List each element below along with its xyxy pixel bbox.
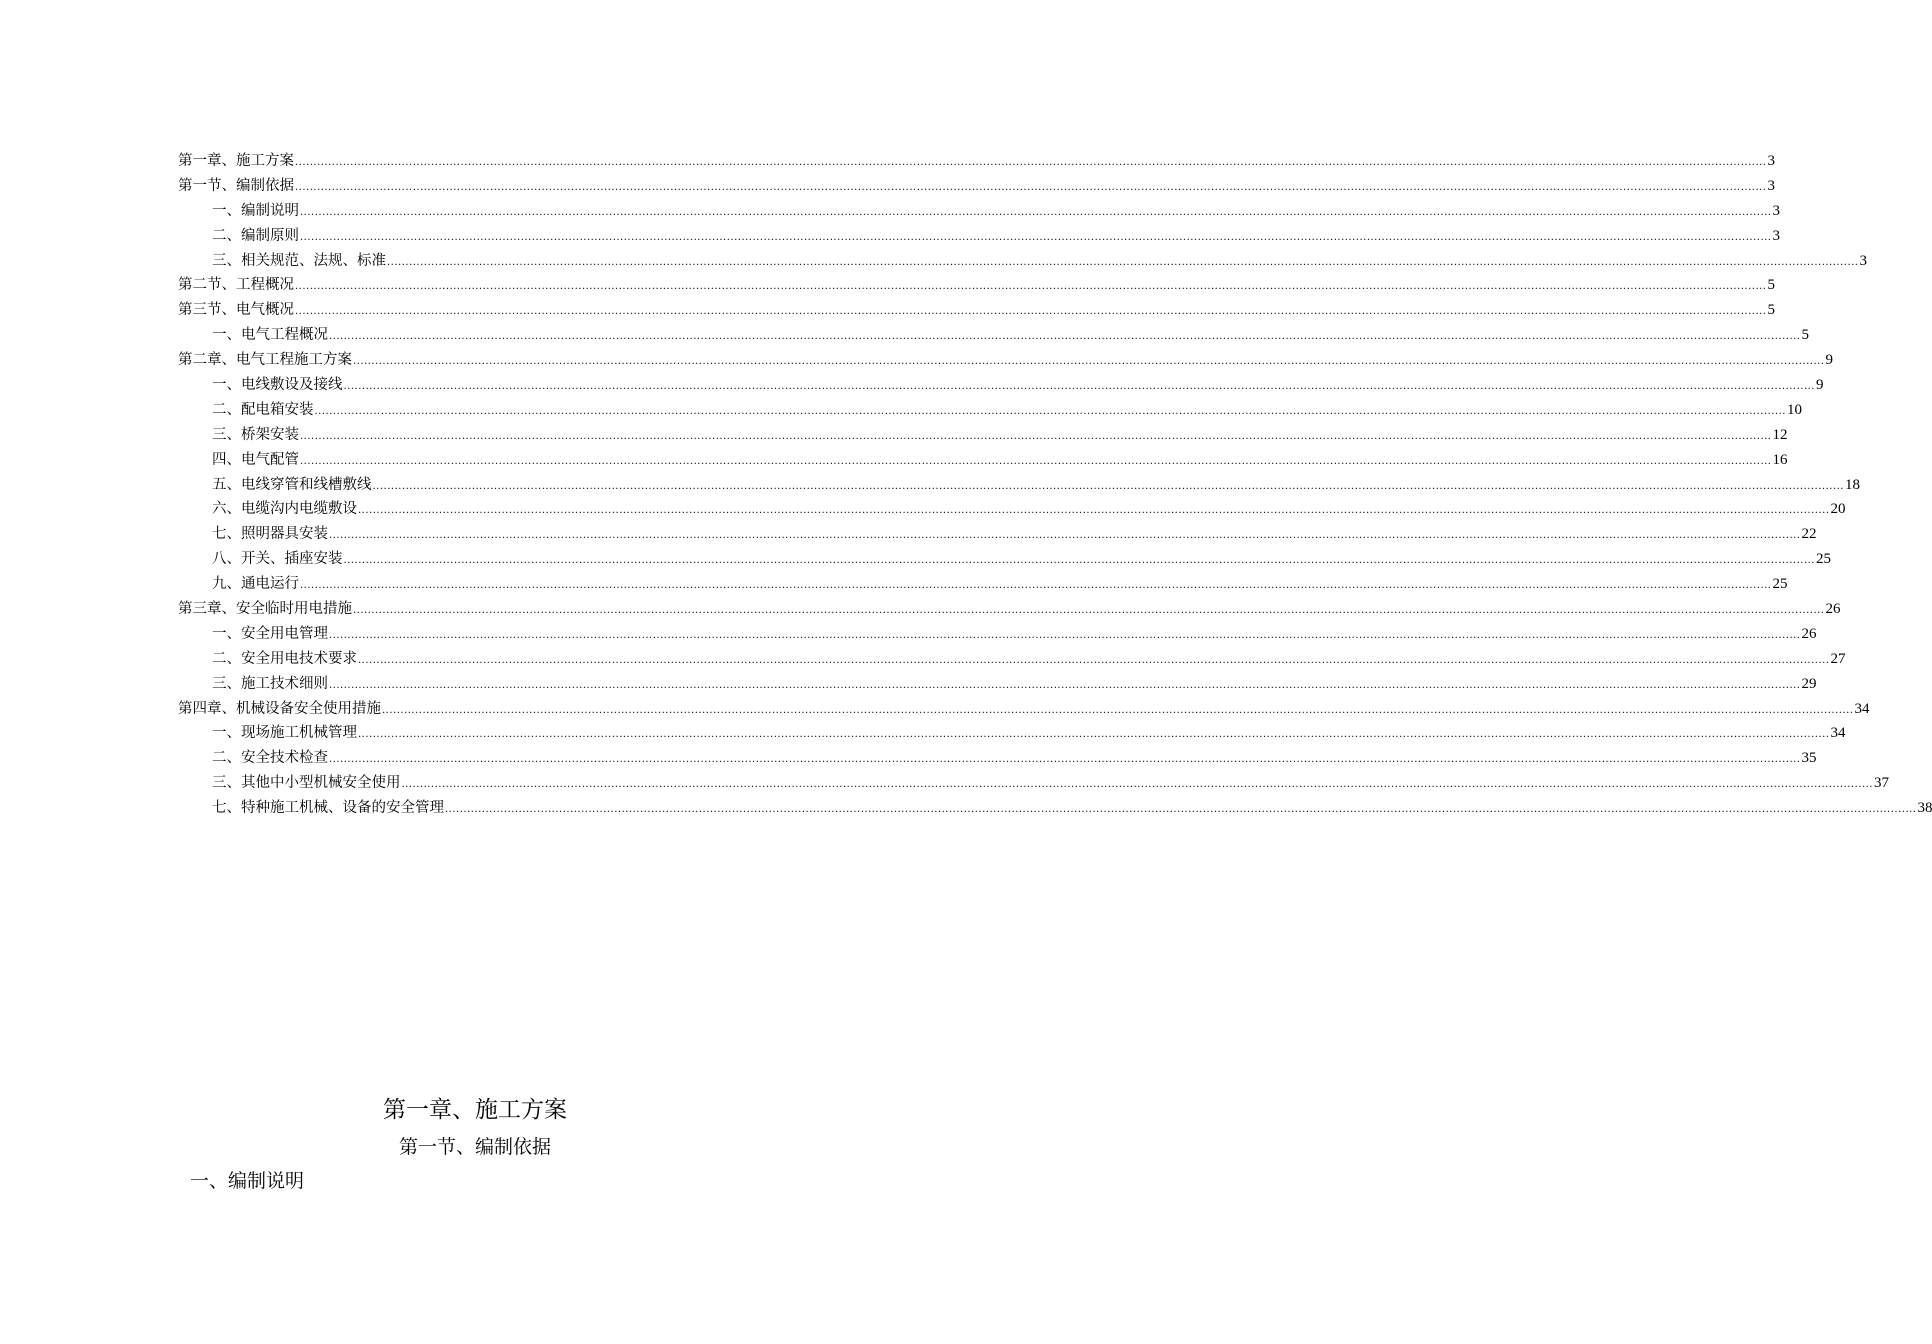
toc-entry[interactable] <box>178 771 1889 796</box>
toc-entry-title: 五、电线穿管和线槽敷线 <box>212 476 372 493</box>
toc-entry-title: 三、其他中小型机械安全使用 <box>212 775 401 792</box>
toc-entry-page-number: 34 <box>1830 725 1846 742</box>
toc-entry-title: 八、开关、插座安装 <box>212 551 343 568</box>
toc-entry-page-number: 9 <box>1825 352 1833 369</box>
toc-entry[interactable] <box>178 224 1780 249</box>
toc-dot-leader: ................................................................................................................................................................................................................................................................................................................................................................................................................ <box>300 206 1772 218</box>
toc-entry-page-number: 5 <box>1801 327 1809 344</box>
toc-entry-page-number: 16 <box>1772 451 1788 468</box>
toc-entry[interactable] <box>178 398 1802 423</box>
toc-dot-leader: ................................................................................................................................................................................................................................................................................................................................................................................................................ <box>300 430 1772 442</box>
toc-dot-leader: ................................................................................................................................................................................................................................................................................................................................................................................................................ <box>300 455 1772 467</box>
toc-entry-page-number: 3 <box>1859 252 1867 269</box>
toc-entry[interactable] <box>178 373 1824 398</box>
toc-entry-page-number: 5 <box>1767 302 1775 319</box>
toc-entry-page-number: 38 <box>1917 800 1932 817</box>
toc-entry-page-number: 18 <box>1844 476 1860 493</box>
toc-entry-title: 第二章、电气工程施工方案 <box>178 352 352 369</box>
toc-entry-page-number: 29 <box>1801 675 1817 692</box>
toc-entry-page-number: 3 <box>1772 202 1780 219</box>
toc-dot-leader: ................................................................................................................................................................................................................................................................................................................................................................................................................ <box>343 381 1815 393</box>
toc-entry-title: 一、编制说明 <box>212 202 299 219</box>
toc-entry-page-number: 5 <box>1767 277 1775 294</box>
toc-entry-title: 一、现场施工机械管理 <box>212 725 357 742</box>
toc-dot-leader: ................................................................................................................................................................................................................................................................................................................................................................................................................ <box>358 654 1830 666</box>
toc-dot-leader: ................................................................................................................................................................................................................................................................................................................................................................................................................ <box>387 256 1859 268</box>
toc-dot-leader: ................................................................................................................................................................................................................................................................................................................................................................................................................ <box>300 580 1772 592</box>
toc-entry-page-number: 25 <box>1772 576 1788 593</box>
toc-entry[interactable] <box>178 273 1775 298</box>
toc-entry[interactable] <box>178 174 1775 199</box>
toc-entry[interactable] <box>178 672 1817 697</box>
toc-entry[interactable] <box>178 746 1817 771</box>
toc-dot-leader: ................................................................................................................................................................................................................................................................................................................................................................................................................ <box>314 405 1786 417</box>
toc-entry-page-number: 22 <box>1801 526 1817 543</box>
toc-entry-title: 三、桥架安装 <box>212 426 299 443</box>
toc-entry[interactable] <box>178 522 1817 547</box>
toc-entry-title: 第一章、施工方案 <box>178 153 294 169</box>
toc-dot-leader: ................................................................................................................................................................................................................................................................................................................................................................................................................ <box>372 480 1844 492</box>
toc-entry-page-number: 10 <box>1786 401 1802 418</box>
toc-entry-title: 九、通电运行 <box>212 576 299 593</box>
toc-entry-page-number: 3 <box>1767 177 1775 194</box>
toc-entry-page-number: 3 <box>1772 227 1780 244</box>
toc-dot-leader: ................................................................................................................................................................................................................................................................................................................................................................................................................ <box>295 181 1767 193</box>
toc-entry[interactable] <box>178 473 1860 498</box>
toc-entry-title: 二、编制原则 <box>212 227 299 244</box>
toc-entry[interactable] <box>178 697 1870 722</box>
toc-entry-title: 二、安全用电技术要求 <box>212 650 357 667</box>
table-of-contents <box>178 149 1932 821</box>
toc-dot-leader: ................................................................................................................................................................................................................................................................................................................................................................................................................ <box>295 281 1767 293</box>
toc-entry[interactable] <box>178 249 1867 274</box>
toc-dot-leader: ................................................................................................................................................................................................................................................................................................................................................................................................................ <box>329 629 1801 641</box>
toc-dot-leader: ................................................................................................................................................................................................................................................................................................................................................................................................................ <box>353 605 1825 617</box>
toc-dot-leader: ................................................................................................................................................................................................................................................................................................................................................................................................................ <box>300 231 1772 243</box>
toc-entry[interactable] <box>178 423 1788 448</box>
toc-entry[interactable] <box>178 448 1788 473</box>
toc-entry-title: 第三节、电气概况 <box>178 302 294 319</box>
toc-entry[interactable] <box>178 149 1775 174</box>
toc-entry-page-number: 25 <box>1815 551 1831 568</box>
toc-entry-title: 第二节、工程概况 <box>178 277 294 294</box>
toc-entry-page-number: 12 <box>1772 426 1788 443</box>
toc-entry-title: 六、电缆沟内电缆敷设 <box>212 501 357 518</box>
toc-entry[interactable] <box>178 547 1831 572</box>
toc-entry[interactable] <box>178 199 1780 224</box>
toc-dot-leader: ................................................................................................................................................................................................................................................................................................................................................................................................................ <box>329 530 1801 542</box>
toc-entry[interactable] <box>178 348 1833 373</box>
toc-entry-page-number: 26 <box>1825 601 1841 618</box>
toc-entry-page-number: 34 <box>1854 700 1870 717</box>
toc-entry-title: 三、施工技术细则 <box>212 675 328 692</box>
chapter-heading: 第一章、施工方案 <box>383 1097 567 1123</box>
toc-entry-page-number: 9 <box>1815 377 1824 394</box>
toc-entry-title: 七、特种施工机械、设备的安全管理 <box>212 800 444 817</box>
toc-entry-title: 第三章、安全临时用电措施 <box>178 601 352 618</box>
toc-dot-leader: ................................................................................................................................................................................................................................................................................................................................................................................................................ <box>329 331 1801 343</box>
toc-entry-title: 三、相关规范、法规、标准 <box>212 252 386 269</box>
toc-dot-leader: ................................................................................................................................................................................................................................................................................................................................................................................................................ <box>401 779 1873 791</box>
toc-dot-leader: ................................................................................................................................................................................................................................................................................................................................................................................................................ <box>382 704 1854 716</box>
toc-dot-leader: ................................................................................................................................................................................................................................................................................................................................................................................................................ <box>358 505 1830 517</box>
section-heading: 第一节、编制依据 <box>398 1136 551 1158</box>
toc-entry-title: 一、电线敷设及接线 <box>212 377 343 394</box>
toc-entry[interactable] <box>178 572 1788 597</box>
toc-entry[interactable] <box>178 622 1817 647</box>
toc-dot-leader: ................................................................................................................................................................................................................................................................................................................................................................................................................ <box>329 754 1801 766</box>
toc-entry[interactable] <box>178 721 1846 746</box>
toc-dot-leader: ................................................................................................................................................................................................................................................................................................................................................................................................................ <box>343 555 1815 567</box>
toc-entry[interactable] <box>178 298 1775 323</box>
toc-entry-title: 一、安全用电管理 <box>212 625 328 642</box>
subsection-heading: 一、编制说明 <box>190 1170 305 1192</box>
toc-dot-leader: ................................................................................................................................................................................................................................................................................................................................................................................................................ <box>295 157 1767 168</box>
toc-entry-page-number: 27 <box>1830 650 1846 667</box>
toc-entry[interactable] <box>178 497 1846 522</box>
toc-entry-title: 七、照明器具安装 <box>212 526 328 543</box>
toc-entry[interactable] <box>178 647 1846 672</box>
toc-entry-title: 第四章、机械设备安全使用措施 <box>178 700 381 717</box>
toc-entry-page-number: 37 <box>1873 775 1889 792</box>
toc-entry-page-number: 26 <box>1801 625 1817 642</box>
toc-dot-leader: ................................................................................................................................................................................................................................................................................................................................................................................................................ <box>295 306 1767 318</box>
toc-dot-leader: ................................................................................................................................................................................................................................................................................................................................................................................................................ <box>329 679 1801 691</box>
toc-entry-page-number: 20 <box>1830 501 1846 518</box>
toc-entry-title: 第一节、编制依据 <box>178 177 294 194</box>
toc-dot-leader: ................................................................................................................................................................................................................................................................................................................................................................................................................ <box>353 356 1825 368</box>
toc-entry-title: 四、电气配管 <box>212 451 299 468</box>
toc-dot-leader: ................................................................................................................................................................................................................................................................................................................................................................................................................ <box>445 804 1917 816</box>
toc-entry-title: 二、配电箱安装 <box>212 401 314 418</box>
toc-dot-leader: ................................................................................................................................................................................................................................................................................................................................................................................................................ <box>358 729 1830 741</box>
toc-entry[interactable] <box>178 796 1932 821</box>
toc-entry-page-number: 3 <box>1767 153 1775 169</box>
toc-entry-title: 一、电气工程概况 <box>212 327 328 344</box>
toc-entry-title: 二、安全技术检查 <box>212 750 328 767</box>
toc-entry-page-number: 35 <box>1801 750 1817 767</box>
toc-entry[interactable] <box>178 323 1809 348</box>
toc-entry[interactable] <box>178 597 1841 622</box>
